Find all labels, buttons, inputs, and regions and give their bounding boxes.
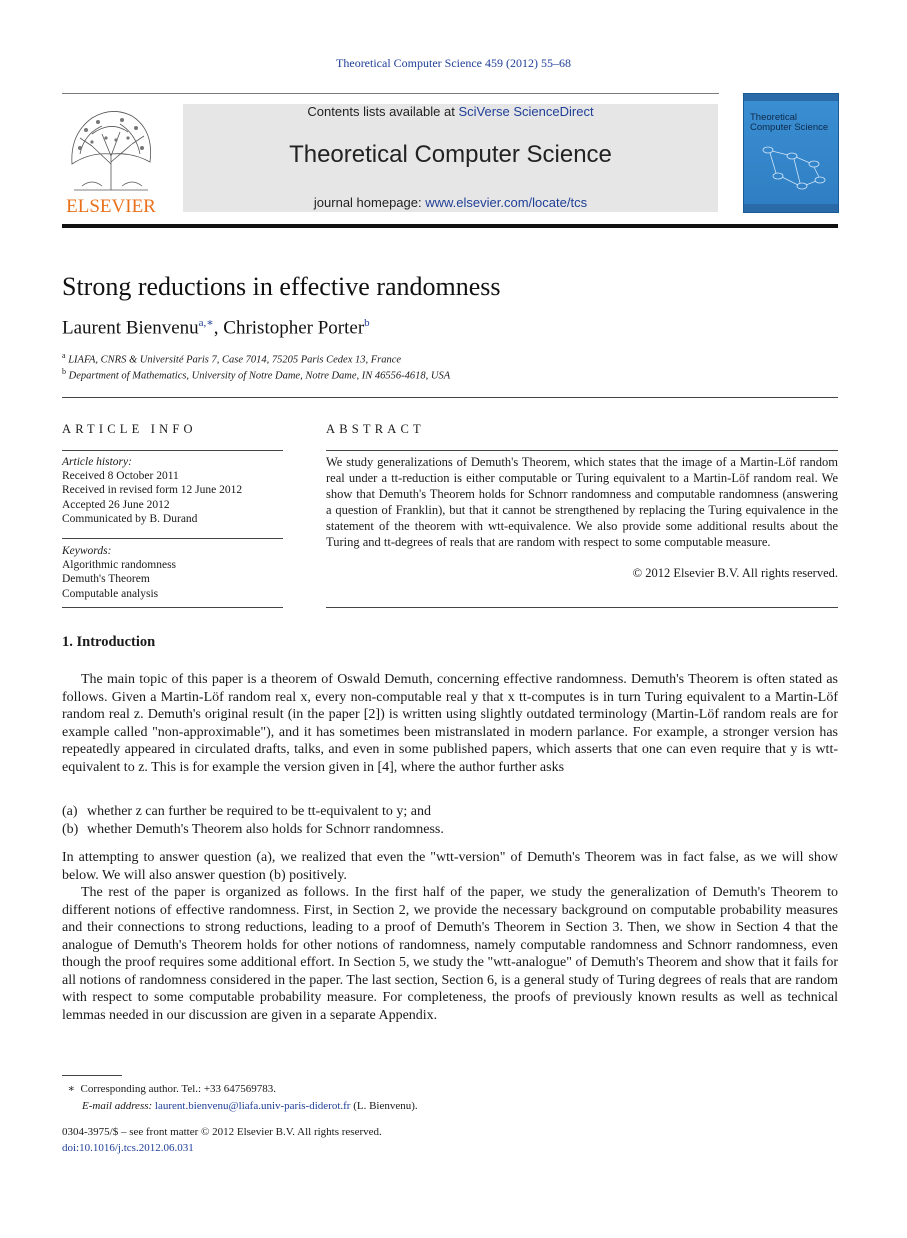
homepage-line xyxy=(183,195,718,210)
article-info-rule xyxy=(62,450,283,451)
author-affiliation-mark[interactable]: a,∗ xyxy=(198,317,214,329)
author-list xyxy=(62,316,370,339)
corresponding-author-text: Corresponding author. Tel.: +33 647569783. xyxy=(80,1083,277,1095)
author-name: Laurent Bienvenu xyxy=(62,317,199,339)
cover-title-line-1: Theoretical xyxy=(750,112,797,123)
homepage-prefix: journal homepage: xyxy=(313,195,426,210)
keywords-label: Keywords: xyxy=(62,545,112,557)
affiliation-text: Department of Mathematics, University of Notre Dame, Notre Dame, IN 46556-4618, USA xyxy=(68,370,451,382)
footnote-rule xyxy=(62,1075,122,1076)
journal-title: Theoretical Computer Science xyxy=(289,141,612,168)
journal-homepage-link[interactable]: www.elsevier.com/locate/tcs xyxy=(425,195,588,210)
email-suffix: (L. Bienvenu). xyxy=(350,1099,418,1112)
abstract-text: We study generalizations of Demuth's Theorem, which states that the image of a Martin-Löf random real under a tt-reduction is either computable or Turing equivalent to a Martin-Löf random real. We show that Demuth's Theorem holds for Schnorr randomness and computable randomness (answering a question of Franklin), but that it cannot be strengthened by replacing the Turing equivalence in the statement of the theorem with wtt-equivalence. We also provide some additional results about the Turing and tt-degrees of reals that are random with respect to some computable measure. xyxy=(326,455,838,550)
article-info-heading: ARTICLE INFO xyxy=(62,422,197,436)
section-rule xyxy=(62,397,838,398)
article-title: Strong reductions in effective randomness xyxy=(62,272,501,301)
affiliation-text: LIAFA, CNRS & Université Paris 7, Case 7014, 75205 Paris Cedex 13, France xyxy=(68,354,402,366)
journal-cover-image[interactable] xyxy=(743,93,839,213)
footnote xyxy=(62,1081,838,1114)
history-item: Received 8 October 2011 xyxy=(62,470,179,483)
email-label: E-mail address: xyxy=(82,1099,155,1112)
doi-link[interactable]: doi:10.1016/j.tcs.2012.06.031 xyxy=(62,1142,194,1154)
intro-paragraph: The rest of the paper is organized as follows. In the first half of the paper, we study the generalization of Demuth's Theorem to different notions of effective randomness. First, in Section 2, we provide the necessary background on computable probability measures and their connections to strong reductions, leading to a proof of Demuth's Theorem in Section 3. Then, we show in Section 4 that the analogue of Demuth's Theorem holds for other notions of randomness, namely computable randomness and Schnorr randomness, even though the proof requires some additional effort. In Section 5, we study the "wtt-analogue" of Demuth's Theorem and show that it fails for all notions of randomness considered in the paper. The last section, Section 6, is a general study of Turing degrees of reals that are random with respect to some computable probability measure. For completeness, the proofs of previously known results as well as technical lemmas needed in our discussion are given in a separate Appendix. xyxy=(62,885,838,1023)
affiliation-mark: b xyxy=(62,367,66,376)
intro-paragraph: In attempting to answer question (a), we realized that even the "wtt-version" of Demuth's Theorem was in fact false, as we will show below. We will also answer question (b) positively. xyxy=(62,850,838,883)
question-item-label: (a) xyxy=(62,804,78,819)
history-item: Communicated by B. Durand xyxy=(62,512,198,525)
abstract-rule xyxy=(326,607,838,608)
keywords xyxy=(62,544,283,601)
author-name: Christopher Porter xyxy=(223,317,365,339)
header-rule xyxy=(62,93,719,94)
email-note xyxy=(62,1098,838,1115)
journal-cover-graph-icon xyxy=(744,94,838,212)
article-info-rule xyxy=(62,607,283,608)
elsevier-logo[interactable] xyxy=(62,104,160,214)
sciencedirect-link[interactable]: SciVerse ScienceDirect xyxy=(458,104,594,119)
email-link[interactable]: laurent.bienvenu@liafa.univ-paris-diderot.fr xyxy=(154,1099,351,1112)
article-history xyxy=(62,455,283,526)
abstract-heading: ABSTRACT xyxy=(326,422,425,436)
author-separator: , xyxy=(213,317,224,339)
question-item xyxy=(62,821,838,839)
question-item xyxy=(62,803,838,821)
footnote-mark: ∗ xyxy=(67,1083,75,1095)
section-heading-introduction: 1. Introduction xyxy=(62,634,156,650)
affiliation-mark: a xyxy=(62,351,66,360)
history-item: Accepted 26 June 2012 xyxy=(62,498,170,511)
question-item-text: whether Demuth's Theorem also holds for Schnorr randomness. xyxy=(87,822,444,837)
keyword-item: Algorithmic randomness xyxy=(62,559,177,572)
issn-line: 0304-3975/$ – see front matter © 2012 Elsevier B.V. All rights reserved. xyxy=(62,1126,382,1138)
cover-title-line-2: Computer Science xyxy=(750,122,829,133)
history-item: Received in revised form 12 June 2012 xyxy=(62,484,243,497)
history-label: Article history: xyxy=(62,456,132,468)
affiliation-b xyxy=(62,367,450,382)
journal-citation[interactable]: Theoretical Computer Science 459 (2012) 55–68 xyxy=(336,56,571,70)
abstract-copyright: © 2012 Elsevier B.V. All rights reserved. xyxy=(632,566,838,580)
article-info-rule xyxy=(62,538,283,539)
front-matter xyxy=(62,1124,382,1156)
question-item-label: (b) xyxy=(62,822,79,837)
elsevier-tree-icon xyxy=(62,104,160,214)
contents-prefix: Contents lists available at xyxy=(307,104,459,119)
contents-line xyxy=(183,104,718,119)
abstract-rule xyxy=(326,450,838,451)
corresponding-author-note xyxy=(62,1081,838,1098)
keyword-item: Demuth's Theorem xyxy=(62,573,150,586)
author-affiliation-mark[interactable]: b xyxy=(364,317,370,329)
publisher-wordmark: ELSEVIER xyxy=(66,196,156,214)
intro-paragraph: The main topic of this paper is a theorem of Oswald Demuth, concerning effective randomness. Demuth's Theorem is often stated as follows. Given a Martin-Löf random real x, every non-computable real y that x tt-computes is in turn Turing equivalent to a Martin-Löf random real z. Demuth's original result (in the paper [2]) is written using slightly outdated terminology (Martin-Löf random reals are for example called "non-approximable"), and it has sometimes been mistranslated in modern parlance. For example, a stronger version has repeatedly appeared in circulated drafts, talks, and even in some published papers, which asserts that one can even require that y is wtt-equivalent to z. This is for example the version given in [4], where the author further asks xyxy=(62,672,838,775)
affiliation-a xyxy=(62,351,401,366)
keyword-item: Computable analysis xyxy=(62,587,159,600)
question-item-text: whether z can further be required to be tt-equivalent to y; and xyxy=(87,804,432,819)
header-thick-rule xyxy=(62,224,838,228)
